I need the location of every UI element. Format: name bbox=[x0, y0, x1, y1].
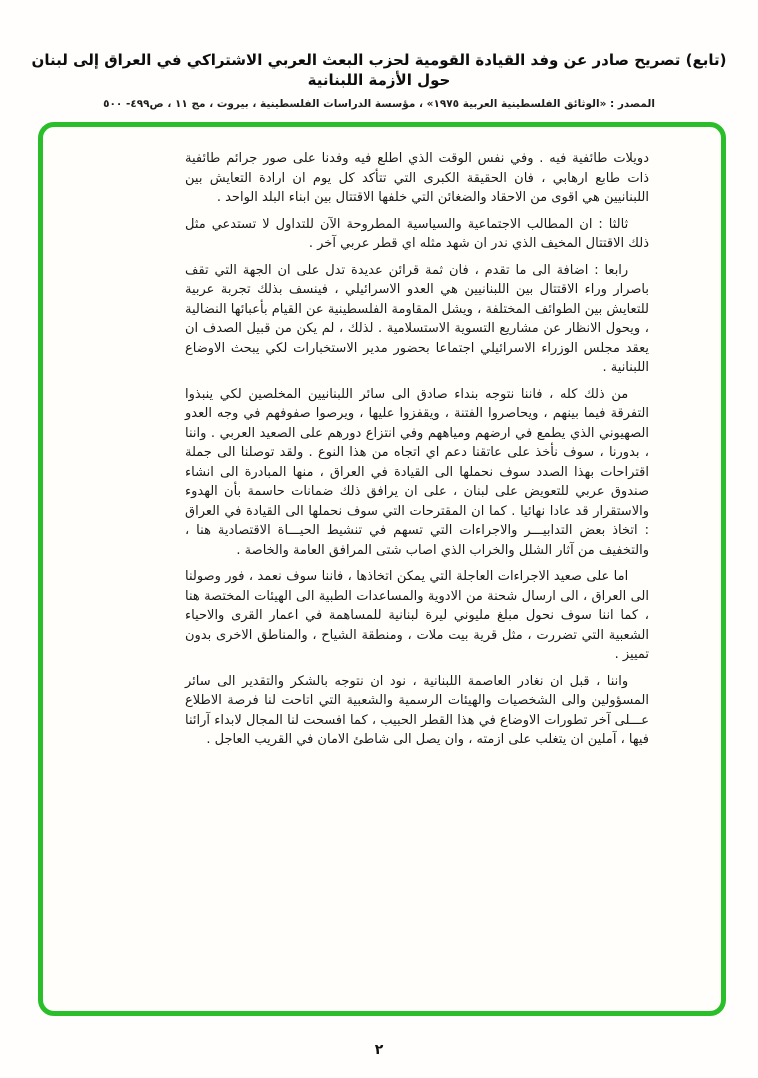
document-title: (تابع) تصريح صادر عن وفد القيادة القومية لحزب البعث العربي الاشتراكي في العراق إلى لبنان حول الأزمة اللبنانية bbox=[31, 51, 727, 89]
paragraph: ثالثا : ان المطالب الاجتماعية والسياسية المطروحة الآن للتداول لا تستدعي مثل ذلك الاقتتال المخيف الذي ندر ان شهد مثله اي قطر عربي آخر . bbox=[185, 216, 649, 251]
paragraph: من ذلك كله ، فاننا نتوجه بنداء صادق الى سائر اللبنانيين المخلصين لكي ينبذوا التفرقة فيما بينهم ، ويحاصروا الفتنة ، ويقفزوا عليها ، ويرصوا صفوفهم في وجه العدو الصهيوني الذي يطمع في ارضهم ومياههم وفي انتزاع دورهم على الصعيد العربي . واننا ، بدورنا ، سوف نأخذ على عاتقنا دعم اي اتجاه من هذا النوع . ولقد توصلنا الى جملة اقتراحات بهذا الصدد سوف نحملها الى القيادة في العراق ، منها المبادرة الى انشاء صندوق عربي للتعويض على لبنان ، على ان يرافق ذلك ضمانات حاسمة بأن الهدوء والاستقرار قد عادا نهائيا . كما ان المقترحات التي سوف نحملها الى القيادة في العراق : اتخاذ بعض التدابيـــر والاجراءات التي تسهم في تنشيط الحيـــاة الاقتصادية هنا ، والتخفيف من آثار الشلل والخراب الذي اصاب شتى المرافق العامة والخاصة . bbox=[185, 386, 649, 558]
paragraph: اما على صعيد الاجراءات العاجلة التي يمكن اتخاذها ، فاننا سوف نعمد ، فور وصولنا الى العراق ، الى ارسال شحنة من الادوية والمساعدات الطبية الى الهيئات المختصة هنا ، كما اننا سوف نحول مبلغ مليوني ليرة لبنانية للمساهمة في اعمار القرى والاحياء الشعبية التي تضررت ، مثل قرية بيت ملات ، ومنطقة الشياح ، والمناطق الاخرى بدون تمييز . bbox=[185, 569, 649, 662]
body-text bbox=[185, 149, 649, 997]
paragraph: واننا ، قبل ان نغادر العاصمة اللبنانية ، نود ان نتوجه بالشكر والتقدير الى سائر المسؤولين والى الشخصيات والهيئات الرسمية والشعبية التي اتاحت لنا فرصة الاطلاع عـــلى آخر تطورات الاوضاع في هذا القطر الحبيب ، كما افسحت لنا المجال لابداء آرائنا فيها ، آملين ان يتغلب على ازمته ، وان يصل الى شاطئ الامان في القريب العاجل . bbox=[185, 673, 649, 747]
paragraph: دويلات طائفية فيه . وفي نفس الوقت الذي اطلع فيه وفدنا على صور جرائم طائفية ذات طابع ارهابي ، فان الحقيقة الكبرى التي تتأكد كل يوم ان ارادة التعايش بين اللبنانيين هي اقوى من الاحقاد والضغائن التي خلفها الاقتتال بين ابناء البلد الواحد . bbox=[185, 151, 649, 205]
paragraph: رابعا : اضافة الى ما تقدم ، فان ثمة قرائن عديدة تدل على ان الجهة التي تقف باصرار وراء الاقتتال بين اللبنانيين هي العدو الاسرائيلي ، فينسف بذلك تجربة عربية للتعايش بين الطوائف المختلفة ، ويشل المقاومة الفلسطينية عن القيام بأعبائها النضالية ، ويحول الانظار عن مشاريع التسوية الاستسلامية . لذلك ، لم يكن من قبيل الصدف ان يعقد مجلس الوزراء الاسرائيلي اجتماعا بحضور مدير الاستخبارات لكي يبحث الاوضاع اللبنانية . bbox=[185, 262, 649, 375]
page-number: ٢ bbox=[374, 1042, 384, 1058]
source-line: المصدر : «الوثائق الفلسطينية العربية ١٩٧٥» ، مؤسسة الدراسات الفلسطينية ، بيروت ، مج ١١ ، ص٤٩٩- ٥٠٠ bbox=[103, 98, 655, 110]
document-header bbox=[28, 50, 730, 110]
content-border-box bbox=[38, 122, 726, 1016]
